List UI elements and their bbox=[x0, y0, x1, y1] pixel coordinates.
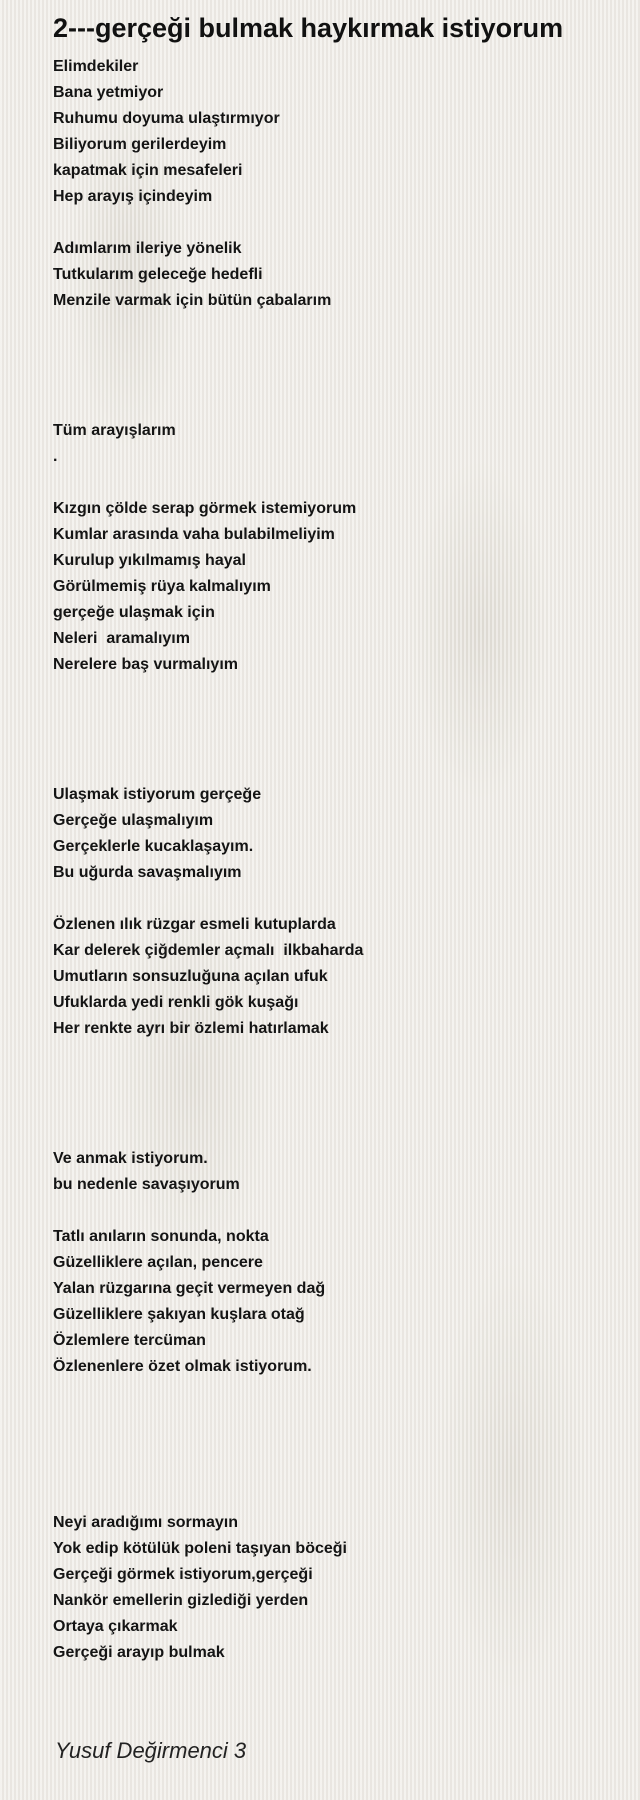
poem-line: Güzelliklere açılan, pencere bbox=[53, 1254, 263, 1271]
poem-line: bu nedenle savaşıyorum bbox=[53, 1176, 240, 1193]
poem-line: Kızgın çölde serap görmek istemiyorum bbox=[53, 500, 357, 517]
poem-line: Neyi aradığımı sormayın bbox=[53, 1514, 238, 1531]
poem-line: gerçeğe ulaşmak için bbox=[53, 604, 215, 621]
poem-blank-line bbox=[53, 1198, 623, 1224]
poem-line: Biliyorum gerilerdeyim bbox=[53, 136, 227, 153]
poem-line: Menzile varmak için bütün çabalarım bbox=[53, 292, 332, 309]
poem-blank-line bbox=[53, 210, 623, 236]
poem-blank-line bbox=[53, 1042, 623, 1068]
poem-line: Özlenenlere özet olmak istiyorum. bbox=[53, 1358, 312, 1375]
poem-line: Ruhumu doyuma ulaştırmıyor bbox=[53, 110, 280, 127]
poem-page bbox=[53, 0, 623, 1666]
poem-line: Görülmemiş rüya kalmalıyım bbox=[53, 578, 271, 595]
poem-blank-line bbox=[53, 340, 623, 366]
poem-line: Gerçeği görmek istiyorum,gerçeği bbox=[53, 1566, 313, 1583]
poem-blank-line bbox=[53, 366, 623, 392]
poem-line: Nankör emellerin gizlediği yerden bbox=[53, 1592, 309, 1609]
poem-body bbox=[53, 54, 623, 1666]
poem-blank-line bbox=[53, 704, 623, 730]
poem-blank-line bbox=[53, 756, 623, 782]
poem-line: Hep arayış içindeyim bbox=[53, 188, 213, 205]
poem-blank-line bbox=[53, 730, 623, 756]
poem-line: Elimdekiler bbox=[53, 58, 139, 75]
poem-line: Ortaya çıkarmak bbox=[53, 1618, 178, 1635]
poem-blank-line bbox=[53, 470, 623, 496]
poem-blank-line bbox=[53, 1380, 623, 1406]
poem-blank-line bbox=[53, 314, 623, 340]
poem-line: Kumlar arasında vaha bulabilmeliyim bbox=[53, 526, 335, 543]
poem-line: Her renkte ayrı bir özlemi hatırlamak bbox=[53, 1020, 329, 1037]
poem-blank-line bbox=[53, 678, 623, 704]
poem-line: Tutkularım geleceğe hedefli bbox=[53, 266, 263, 283]
poem-blank-line bbox=[53, 1094, 623, 1120]
poem-line: Kar delerek çiğdemler açmalı ilkbaharda bbox=[53, 942, 364, 959]
poem-blank-line bbox=[53, 1484, 623, 1510]
poem-line: Ve anmak istiyorum. bbox=[53, 1150, 208, 1167]
poem-line: Neleri aramalıyım bbox=[53, 630, 190, 647]
poem-line: Kurulup yıkılmamış hayal bbox=[53, 552, 246, 569]
poem-line: Gerçeğe ulaşmalıyım bbox=[53, 812, 214, 829]
poem-line: Yok edip kötülük poleni taşıyan böceği bbox=[53, 1540, 347, 1557]
poem-blank-line bbox=[53, 1458, 623, 1484]
poem-line: Adımlarım ileriye yönelik bbox=[53, 240, 242, 257]
poem-line: Bana yetmiyor bbox=[53, 84, 164, 101]
poem-line: Gerçeklerle kucaklaşayım. bbox=[53, 838, 254, 855]
poem-line: Özlenen ılık rüzgar esmeli kutuplarda bbox=[53, 916, 336, 933]
poem-line: Güzelliklere şakıyan kuşlara otağ bbox=[53, 1306, 305, 1323]
poem-line: Bu uğurda savaşmalıyım bbox=[53, 864, 242, 881]
poem-line: Ulaşmak istiyorum gerçeğe bbox=[53, 786, 262, 803]
poem-line: Tatlı anıların sonunda, nokta bbox=[53, 1228, 269, 1245]
poem-blank-line bbox=[53, 886, 623, 912]
poem-blank-line bbox=[53, 392, 623, 418]
poem-line: Ufuklarda yedi renkli gök kuşağı bbox=[53, 994, 299, 1011]
poem-line: kapatmak için mesafeleri bbox=[53, 162, 243, 179]
poem-blank-line bbox=[53, 1406, 623, 1432]
poem-line: Tüm arayışlarım bbox=[53, 422, 176, 439]
poem-line: Nerelere baş vurmalıyım bbox=[53, 656, 238, 673]
poem-blank-line bbox=[53, 1432, 623, 1458]
poem-line: Özlemlere tercüman bbox=[53, 1332, 206, 1349]
author-name[interactable]: Yusuf Değirmenci 3 bbox=[55, 1738, 247, 1763]
poem-blank-line bbox=[53, 1068, 623, 1094]
poem-blank-line bbox=[53, 1120, 623, 1146]
poem-title: 2---gerçeği bulmak haykırmak istiyorum bbox=[53, 13, 564, 43]
poem-line: Yalan rüzgarına geçit vermeyen dağ bbox=[53, 1280, 326, 1297]
poem-line: Umutların sonsuzluğuna açılan ufuk bbox=[53, 968, 328, 985]
poem-line: . bbox=[53, 448, 58, 465]
poem-line: Gerçeği arayıp bulmak bbox=[53, 1644, 225, 1661]
